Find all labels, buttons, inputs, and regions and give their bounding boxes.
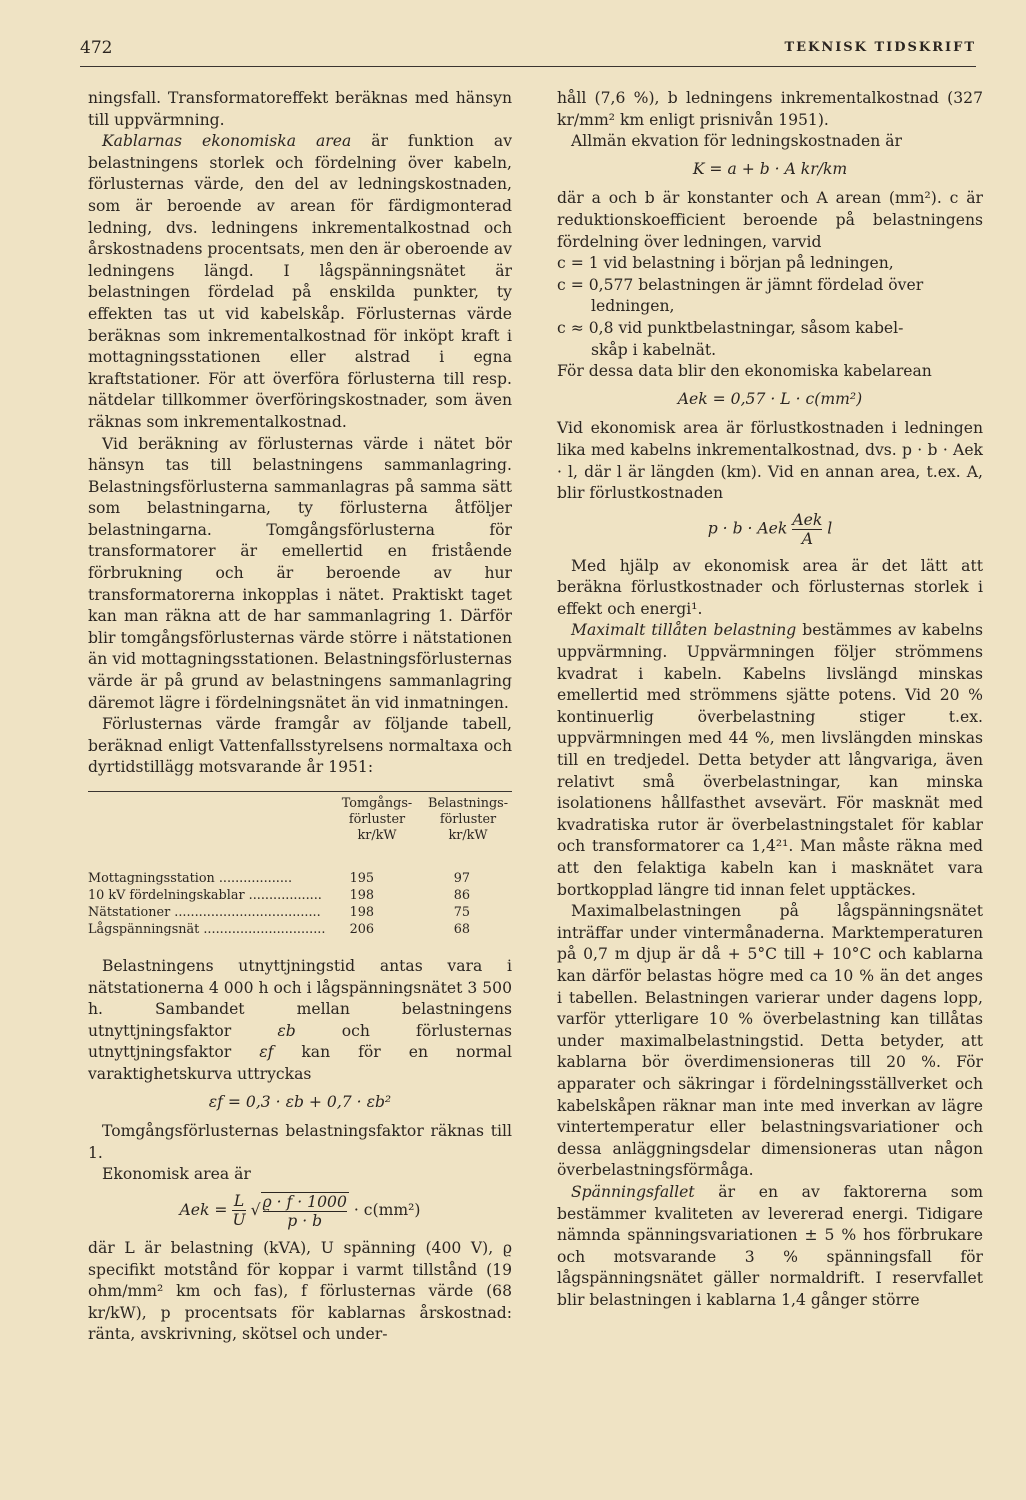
numerator: ϱ · f · 1000 xyxy=(262,1192,347,1211)
header-line: förluster xyxy=(348,812,406,827)
sqrt-body xyxy=(261,1192,349,1230)
column-header-idle-loss xyxy=(330,796,424,844)
paragraph: Allmän ekvation för ledningskostnaden är xyxy=(571,132,902,151)
denominator: U xyxy=(232,1211,246,1230)
table-rule xyxy=(88,791,512,792)
list-item-continued: ledningen, xyxy=(591,297,675,316)
paragraph: ningsfall. Transformatoreffekt beräknas med hänsyn till uppvärmning. xyxy=(88,89,512,129)
table-row xyxy=(88,921,512,938)
list-item: c ≈ 0,8 vid punktbelastningar, såsom kabel- xyxy=(557,318,904,337)
page-header xyxy=(80,38,976,66)
paragraph: där L är belastning (kVA), U spänning (400 V), ϱ specifikt motstånd för koppar i varmt tillstånd (19 ohm/mm² km och fas), f förlusternas värde (68 kr/kW), p procentsats för kablarnas årskostnad: ränta, avskrivning, skötsel och under- xyxy=(88,1238,512,1344)
emphasis: Kablarnas ekonomiska area xyxy=(102,132,352,151)
column-header-load-loss xyxy=(424,796,512,844)
paragraph: håll (7,6 %), b ledningens inkrementalkostnad (327 kr/mm² km enligt prisnivån 1951). xyxy=(557,89,983,129)
load-loss-value: 86 xyxy=(453,888,470,903)
paragraph-text: Belastningens utnyttjningstid antas vara i nätstationerna 4 000 h och i lågspänningsnätet 3 500 h. Sambandet mellan belastningens utnyttjningsfaktor xyxy=(88,957,512,1040)
journal-title: TEKNISK TIDSKRIFT xyxy=(784,40,976,55)
list-item: c = 1 vid belastning i början på ledningen, xyxy=(557,254,894,273)
loss-value-table xyxy=(88,791,512,938)
formula-lhs: p · b · Aek xyxy=(707,519,788,538)
numerator: L xyxy=(233,1192,245,1211)
paragraph: Vid beräkning av förlusternas värde i nätet bör hänsyn tas till belastningens sammanlagring. Belastningsförlusterna sammanlagras på samma sätt som belastningarna, ty förlusterna åtföljer belastningarna. Tomgångsförlusterna för transformatorer är emellertid en fristående förbrukning och är beroende av hur transformatorerna inkopplas i nätet. Praktiskt taget kan man räkna att de har sammanlagring 1. Därför blir tomgångsförlusternas värde större i nätstationen än vid mottagningsstationen. Belastningsförlusternas värde är på grund av belastningens sammanlagring däremot lägre i fördelningsnätet än vid inmatningen. xyxy=(88,434,512,712)
paragraph xyxy=(88,956,512,1086)
paragraph: Ekonomisk area är xyxy=(102,1165,251,1184)
header-line: Belastnings- xyxy=(427,796,509,811)
row-label: Nätstationer .................................... xyxy=(88,905,321,920)
numerator: Aek xyxy=(792,510,823,529)
paragraph: Förlusternas värde framgår av följande tabell, beräknad enligt Vattenfallsstyrelsens normaltaxa och dyrtidstillägg motsvarande år 1951: xyxy=(88,715,512,777)
row-label: Mottagningsstation .................. xyxy=(88,871,293,886)
idle-loss-value: 195 xyxy=(349,871,374,886)
load-loss-value: 68 xyxy=(453,922,470,937)
paragraph: Med hjälp av ekonomisk area är det lätt att beräkna förlustkostnader och förlusternas storlek i effekt och energi¹. xyxy=(557,556,983,618)
right-column xyxy=(557,88,983,1311)
formula-line-cost: K = a + b · A kr/km xyxy=(692,159,848,178)
table-header xyxy=(88,796,512,844)
formula-economic-area xyxy=(88,1192,512,1230)
paragraph-text: kan för en normal varaktighetskurva uttryckas xyxy=(88,1043,512,1083)
left-column xyxy=(88,88,512,1346)
load-loss-value: 97 xyxy=(453,871,470,886)
fraction xyxy=(792,511,822,548)
row-label: 10 kV fördelningskablar .................. xyxy=(88,888,322,903)
list-item-continued: skåp i kabelnät. xyxy=(591,340,717,359)
table-row xyxy=(88,870,512,887)
paragraph xyxy=(557,1182,983,1312)
paragraph-text: och förlusternas utnyttjningsfaktor xyxy=(88,1021,512,1062)
idle-loss-value: 198 xyxy=(349,888,374,903)
formula-unit: · c(mm²) xyxy=(353,1200,421,1219)
header-line: Tomgångs- xyxy=(341,796,413,811)
formula-rhs: l xyxy=(827,519,833,538)
header-line: kr/kW xyxy=(448,828,488,843)
denominator: A xyxy=(801,529,813,548)
paragraph: Vid ekonomisk area är förlustkostnaden i ledningen lika med kabelns inkrementalkostnad, dvs. p · b · Aek · l, där l är längden (km). Vid en annan area, t.ex. A, blir förlustkostnaden xyxy=(557,419,983,503)
formula-lhs: Aek = xyxy=(179,1200,228,1219)
paragraph: Tomgångsförlusternas belastningsfaktor räknas till 1. xyxy=(88,1122,512,1162)
paragraph xyxy=(88,131,512,433)
idle-loss-value: 198 xyxy=(349,905,374,920)
emphasis: Maximalt tillåten belastning xyxy=(571,621,797,640)
paragraph-text: bestämmes av kabelns uppvärmning. Uppvärmningen följer strömmens kvadrat i kabeln. Kabelns livslängd minskas emellertid med strömmens sjätte potens. Vid 20 % kontinuerlig överbelastning stiger t.ex. uppvärmningen med 44 %, men livslängden minskas till en tredjedel. Detta betyder att långvariga, även relativt små överbelastningar, kan minska isolationens hållfasthet avsevärt. För masknät med kvadratiska rutor är överbelastningstalet för kablar och transformatorer ca 1,4²¹. Man måste räkna med att den felaktiga kabeln kan i masknätet vara bortkopplad längre tid innan felet upptäckes. xyxy=(557,621,984,899)
paragraph-text: är en av faktorerna som bestämmer kvaliteten av levererad energi. Tidigare nämnda spänningsvariationen ± 5 % hos förbrukare och motsvarande 3 % spänningsfall för lågspänningsnätet gäller normaldrift. I reservfallet blir belastningen i kablarna 1,4 gånger större xyxy=(557,1182,983,1309)
row-label: Lågspänningsnät .............................. xyxy=(88,922,326,937)
paragraph: För dessa data blir den ekonomiska kabelarean xyxy=(557,362,932,381)
paragraph: Maximalbelastningen på lågspänningsnätet inträffar under vintermånaderna. Marktemperaturen på 0,7 m djup är då + 5°C till + 10°C och kablarna kan därför belastas högre med ca 10 % än det anges i tabellen. Belastningen varierar under dagens lopp, varför ytterligare 10 % överbelastning kan tillåtas under maximalbelastningstid. Detta betyder, att kablarna bör överdimensioneras till 20 %. För apparater och säkringar i fördelningsställverket och kabelskåpen räknar man inte med inverkan av lägre vintertemperatur eller belastningsvariationer och dessa anläggningsdelar dimensioneras utan någon överbelastningsförmåga. xyxy=(557,902,983,1180)
table-body xyxy=(88,870,512,938)
sqrt-sign: √ xyxy=(250,1200,261,1219)
table-row xyxy=(88,904,512,921)
list-item: c = 0,577 belastningen är jämnt fördelad över xyxy=(557,275,924,294)
denominator: p · b xyxy=(287,1211,323,1230)
formula-loss-cost xyxy=(557,511,983,548)
fraction xyxy=(232,1192,245,1229)
symbol: εb xyxy=(277,1021,296,1040)
emphasis: Spänningsfallet xyxy=(571,1182,695,1201)
header-line: förluster xyxy=(439,812,497,827)
fraction xyxy=(263,1193,347,1230)
load-loss-value: 75 xyxy=(453,905,470,920)
header-rule xyxy=(80,66,976,67)
paragraph xyxy=(557,620,983,901)
page-number: 472 xyxy=(80,38,113,58)
paragraph: där a och b är konstanter och A arean (mm²). c är reduktionskoefficient beroende på belastningens fördelning över ledningen, varvid xyxy=(557,189,983,251)
header-line: kr/kW xyxy=(357,828,397,843)
table-row xyxy=(88,887,512,904)
paragraph-text: är funktion av belastningens storlek och fördelning över kabeln, förlusternas värde, den del av ledningskostnaden, som är beroende av arean för färdigmonterad ledning, dvs. ledningens inkrementalkostnad och årskostnadens procentsats, men den är oberoende av ledningens längd. I lågspänningsnätet är belastningen fördelad på enskilda punkter, ty effekten tas ut vid kabelskåp. Förlusternas värde beräknas som inkrementalkostnad för inköpt kraft i mottagningsstationen eller alstrad i egna kraftstationer. För att överföra förlusterna till resp. nätdelar tillkommer överföringskostnader, som även räknas som inkrementalkostnad. xyxy=(88,132,512,431)
idle-loss-value: 206 xyxy=(349,922,374,937)
formula-cable-area: Aek = 0,57 · L · c(mm²) xyxy=(677,389,863,408)
symbol: εf xyxy=(259,1043,274,1062)
formula-utilization: εf = 0,3 · εb + 0,7 · εb² xyxy=(208,1092,392,1111)
